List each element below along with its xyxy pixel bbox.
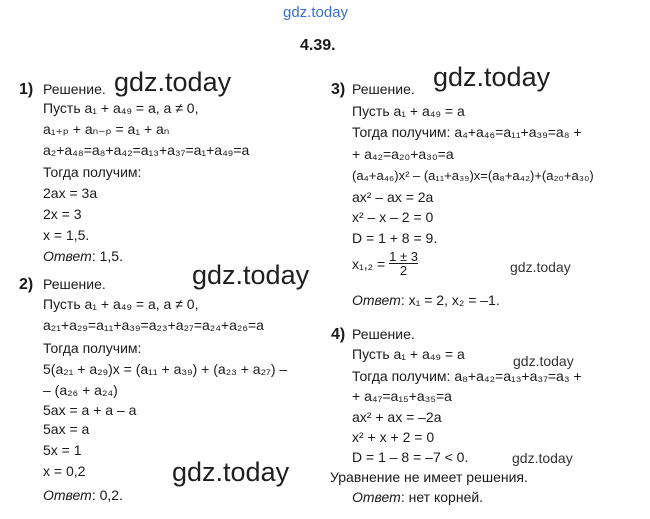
p2-then: Тогда получим: <box>43 340 142 356</box>
answer-label: Ответ <box>43 487 92 503</box>
p1-answer <box>43 249 123 263</box>
p1-eq3: x = 1,5. <box>43 227 90 243</box>
p4-title: Решение. <box>352 326 415 342</box>
p2-eq-line2: – (a₂₆ + a₂₄) <box>43 382 118 398</box>
answer-value: : x₁ = 2, x₂ = –1. <box>400 292 500 308</box>
p2-sum: a₂₁+a₂₉=a₁₁+a₃₉=a₂₃+a₂₇=a₂₄+a₂₆=a <box>43 317 264 333</box>
answer-value: : 0,2. <box>91 487 123 503</box>
watermark-small: gdz.today <box>513 353 574 369</box>
watermark: gdz.today <box>433 62 551 92</box>
p4-no-solution: Уравнение не имеет решения. <box>330 469 528 485</box>
answer-value: : нет корней. <box>400 489 484 505</box>
p4-then: Тогда получим: a₈+a₄₂=a₁₃+a₃₇=a₃ + <box>352 368 582 384</box>
p4-answer <box>352 490 483 504</box>
watermark: gdz.today <box>172 457 290 487</box>
p1-title: Решение. <box>43 81 106 97</box>
answer-label: Ответ <box>43 248 92 264</box>
watermark: gdz.today <box>114 67 232 97</box>
header-watermark: gdz.today <box>283 4 349 21</box>
p4-given: Пусть a₁ + a₄₉ = a <box>352 346 465 362</box>
problem-4-number: 4) <box>331 326 346 343</box>
p3-answer <box>352 293 500 307</box>
p4-then-cont: + a₄₇=a₁₅+a₃₅=a <box>352 388 452 404</box>
answer-label: Ответ <box>352 292 401 308</box>
p2-eq-e2: 5ax = a <box>43 421 90 437</box>
p2-answer <box>43 488 123 502</box>
p3-title: Решение. <box>352 81 415 97</box>
watermark: gdz.today <box>192 260 310 290</box>
p4-eq-e1: ax² + ax = –2a <box>352 409 442 425</box>
p1-sum: a₂+a₄₈=a₈+a₄₂=a₁₃+a₃₇=a₁+a₄₉=a <box>43 142 250 158</box>
problem-1-number: 1) <box>19 81 34 98</box>
p1-formula: a₁₊ₚ + aₙ₋ₚ = a₁ + aₙ <box>43 121 170 137</box>
p3-roots <box>352 250 418 277</box>
p2-eq-e1: 5ax = a + a – a <box>43 402 137 418</box>
problem-number: 4.39. <box>300 37 336 54</box>
watermark-small: gdz.today <box>510 259 571 275</box>
problem-3-number: 3) <box>331 81 346 98</box>
problem-2-number: 2) <box>19 276 34 293</box>
p1-eq1: 2ax = 3a <box>43 185 98 201</box>
p3-eq: (a₄+a₄₆)x² – (a₁₁+a₃₉)x=(a₈+a₄₂)+(a₂₀+a₃₀) <box>352 168 594 183</box>
roots-lhs: x₁,₂ = <box>352 255 386 272</box>
p3-eq-e3: D = 1 + 8 = 9. <box>352 230 438 246</box>
answer-value: : 1,5. <box>91 248 123 264</box>
roots-numerator: 1 ± 3 <box>389 249 418 264</box>
watermark-small: gdz.today <box>512 450 573 466</box>
answer-label: Ответ <box>352 489 401 505</box>
p1-given: Пусть a₁ + a₄₉ = a, a ≠ 0, <box>43 100 199 116</box>
roots-fraction <box>389 250 418 277</box>
p2-given: Пусть a₁ + a₄₉ = a, a ≠ 0, <box>43 296 199 312</box>
p2-eq-e3: 5x = 1 <box>43 442 82 458</box>
p3-given: Пусть a₁ + a₄₉ = a <box>352 103 465 119</box>
p2-eq-e4: x = 0,2 <box>43 463 86 479</box>
p1-then: Тогда получим: <box>43 164 142 180</box>
p1-eq2: 2x = 3 <box>43 206 82 222</box>
p3-eq-e1: ax² – ax = 2a <box>352 189 434 205</box>
p3-then-cont: + a₄₂=a₂₀+a₃₀=a <box>352 146 454 162</box>
p3-then: Тогда получим: a₄+a₄₆=a₁₁+a₃₉=a₈ + <box>352 124 582 140</box>
p2-title: Решение. <box>43 276 106 292</box>
roots-denominator: 2 <box>399 263 408 278</box>
p3-eq-e2: x² – x – 2 = 0 <box>352 209 434 225</box>
p4-eq-e3: D = 1 – 8 = –7 < 0. <box>352 449 469 465</box>
p4-eq-e2: x² + x + 2 = 0 <box>352 429 435 445</box>
p2-eq-line1: 5(a₂₁ + a₂₉)x = (a₁₁ + a₃₉) + (a₂₃ + a₂₇) – <box>43 361 288 377</box>
